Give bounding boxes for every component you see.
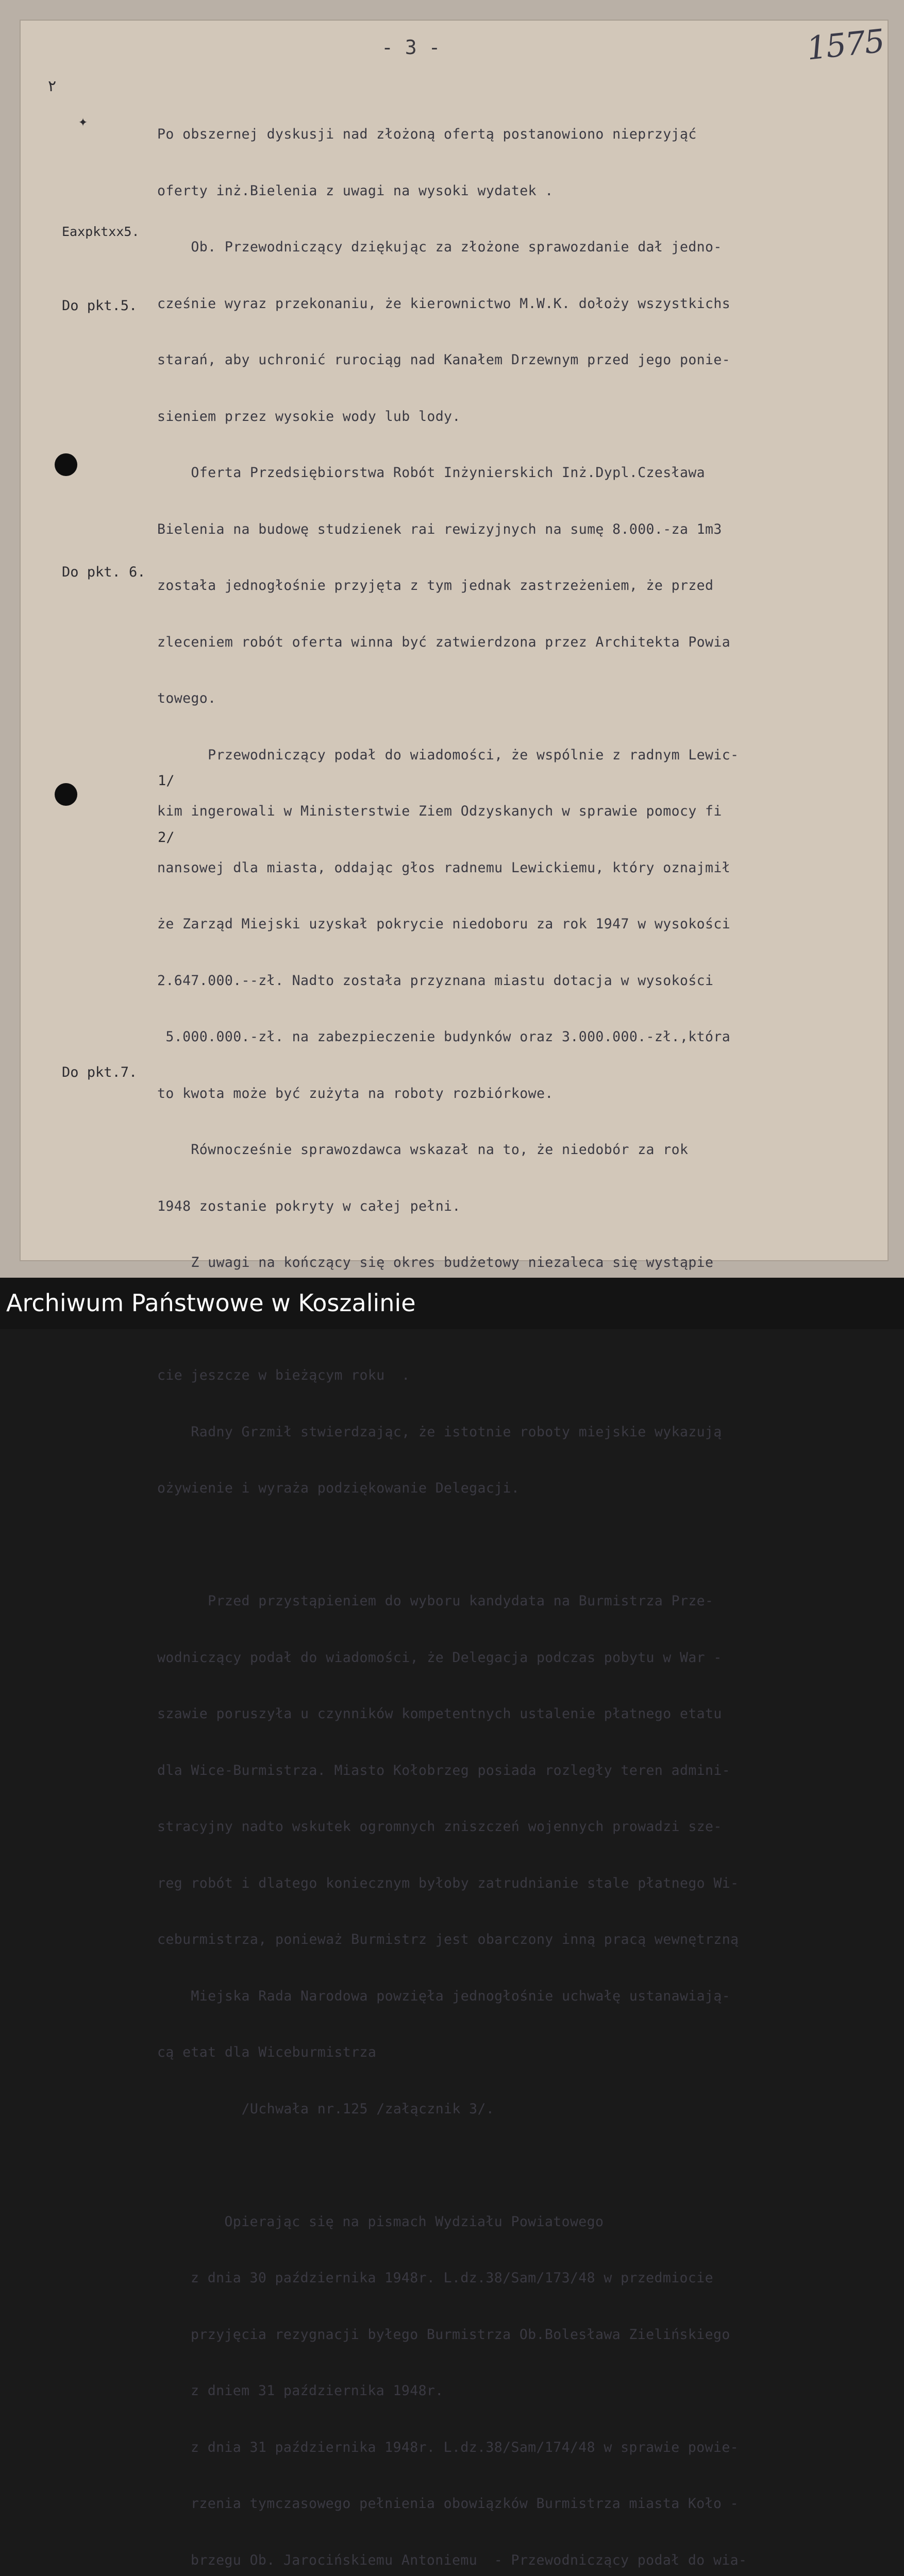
list-item-1-marker: 1/ <box>158 773 175 789</box>
blank-line <box>64 1536 879 1555</box>
text-line: Radny Grzmił stwierdzając, że istotnie roboty miejskie wykazują <box>157 1423 722 1440</box>
text-line: 1948 zostanie pokryty w całej pełni. <box>157 1198 461 1214</box>
text-line: Przed przystąpieniem do wyboru kandydata na Burmistrza Prze- <box>157 1593 714 1609</box>
margin-star-mark: ✦ <box>78 112 88 130</box>
text-line: oferty inż.Bielenia z uwagi na wysoki wydatek . <box>157 182 554 199</box>
text-line: wodniczący podał do wiadomości, że Delegacja podczas pobytu w War - <box>157 1649 722 1666</box>
text-line: przyjęcia rezygnacji byłego Burmistrza Ob.Bolesława Zielińskiego <box>191 2326 730 2343</box>
resolution-125-line: /Uchwała nr.125 /załącznik 3/. <box>157 2100 495 2117</box>
text-line: Przewodniczący podał do wiadomości, że wspólnie z radnym Lewic- <box>157 747 739 763</box>
text-line: cie jeszcze w bieżącym roku . <box>157 1367 410 1383</box>
margin-label-pkt6: Do pkt. 6. <box>62 564 146 580</box>
margin-mark: ٢ <box>47 77 57 95</box>
text-line: towego. <box>157 690 216 706</box>
text-line: Miejska Rada Narodowa powzięła jednogłośnie uchwałę ustanawiają- <box>157 1988 731 2004</box>
text-line: cześnie wyraz przekonaniu, że kierownictwo M.W.K. dołoży wszystkichs <box>157 295 731 312</box>
text-line: Ob. Przewodniczący dziękując za złożone sprawozdanie dał jedno- <box>157 239 722 255</box>
text-line: 2.647.000.--zł. Nadto została przyznana miastu dotacja w wysokości <box>157 972 714 989</box>
text-line: ceburmistrza, ponieważ Burmistrz jest obarczony inną pracą wewnętrzną <box>157 1931 739 1947</box>
text-line: zleceniem robót oferta winna być zatwierdzona przez Architekta Powia <box>157 634 731 650</box>
text-line: że Zarząd Miejski uzyskał pokrycie niedoboru za rok 1947 w wysokości <box>157 916 731 932</box>
text-line: z dniem 31 października 1948r. <box>191 2383 444 2399</box>
list-item-2-marker: 2/ <box>158 829 175 845</box>
text-line: z dnia 31 października 1948r. L.dz.38/Sam/174/48 w sprawie powie- <box>191 2439 739 2455</box>
text-line: cą etat dla Wiceburmistrza <box>157 2044 377 2060</box>
text-line: sieniem przez wysokie wody lub lody. <box>157 408 461 425</box>
blank-line <box>64 2156 879 2175</box>
margin-label-pkt5: Do pkt.5. <box>62 298 138 314</box>
margin-label-struck: Eaxpktxx5. <box>62 224 140 239</box>
text-line: Oferta Przedsiębiorstwa Robót Inżynierskich Inż.Dypl.Czesława <box>157 465 706 481</box>
archive-footer-bar <box>0 1278 904 1329</box>
archive-folio-number: 1575 <box>805 22 886 67</box>
text-line: brzegu Ob. Jarocińskiemu Antoniemu - Przewodniczący podał do wia- <box>191 2552 747 2568</box>
text-line: Równocześnie sprawozdawca wskazał na to, że niedobór za rok <box>157 1142 689 1158</box>
page-number: - 3 - <box>381 36 441 59</box>
text-line: to kwota może być zużyta na roboty rozbiórkowe. <box>157 1085 554 1101</box>
text-line: szawie poruszyła u czynników kompetentnych ustalenie płatnego etatu <box>157 1706 722 1722</box>
text-line: kim ingerowali w Ministerstwie Ziem Odzyskanych w sprawie pomocy fi <box>157 803 722 819</box>
text-line: z dnia 30 października 1948r. L.dz.38/Sam/173/48 w przedmiocie <box>191 2270 713 2286</box>
text-line: starań, aby uchronić rurociąg nad Kanałem Drzewnym przed jego ponie- <box>157 352 731 368</box>
text-line: stracyjny nadto wskutek ogromnych zniszczeń wojennych prowadzi sze- <box>157 1819 722 1835</box>
text-line: ożywienie i wyraża podziękowanie Delegacji. <box>157 1480 520 1496</box>
text-line: została jednogłośnie przyjęta z tym jednak zastrzeżeniem, że przed <box>157 578 714 594</box>
text-line: nansowej dla miasta, oddając głos radnemu Lewickiemu, który oznajmił <box>157 859 731 876</box>
text-line: reg robót i dlatego koniecznym byłoby zatrudnianie stale płatnego Wi- <box>157 1875 739 1891</box>
text-line: Po obszernej dyskusji nad złożoną ofertą postanowiono nieprzyjąć <box>157 126 697 142</box>
text-line: dla Wice-Burmistrza. Miasto Kołobrzeg posiada rozległy teren admini- <box>157 1762 731 1778</box>
text-line: 5.000.000.-zł. na zabezpieczenie budynków oraz 3.000.000.-zł.,która <box>157 1029 731 1045</box>
text-line: Bieleniа na budowę studzienek rai rewizyjnych na sumę 8.000.-za 1m3 <box>157 521 722 537</box>
margin-label-pkt7: Do pkt.7. <box>62 1064 138 1080</box>
text-line: Z uwagi na kończący się okres budżetowy niezaleca się wystąpie <box>157 1255 714 1270</box>
text-line: rzenia tymczasowego pełnienia obowiązków Burmistrza miasta Koło - <box>191 2496 739 2512</box>
text-line: Opierając się na pismach Wydziału Powiatowego <box>191 2213 604 2230</box>
archive-name: Archiwum Państwowe w Koszalinie <box>6 1289 416 1317</box>
